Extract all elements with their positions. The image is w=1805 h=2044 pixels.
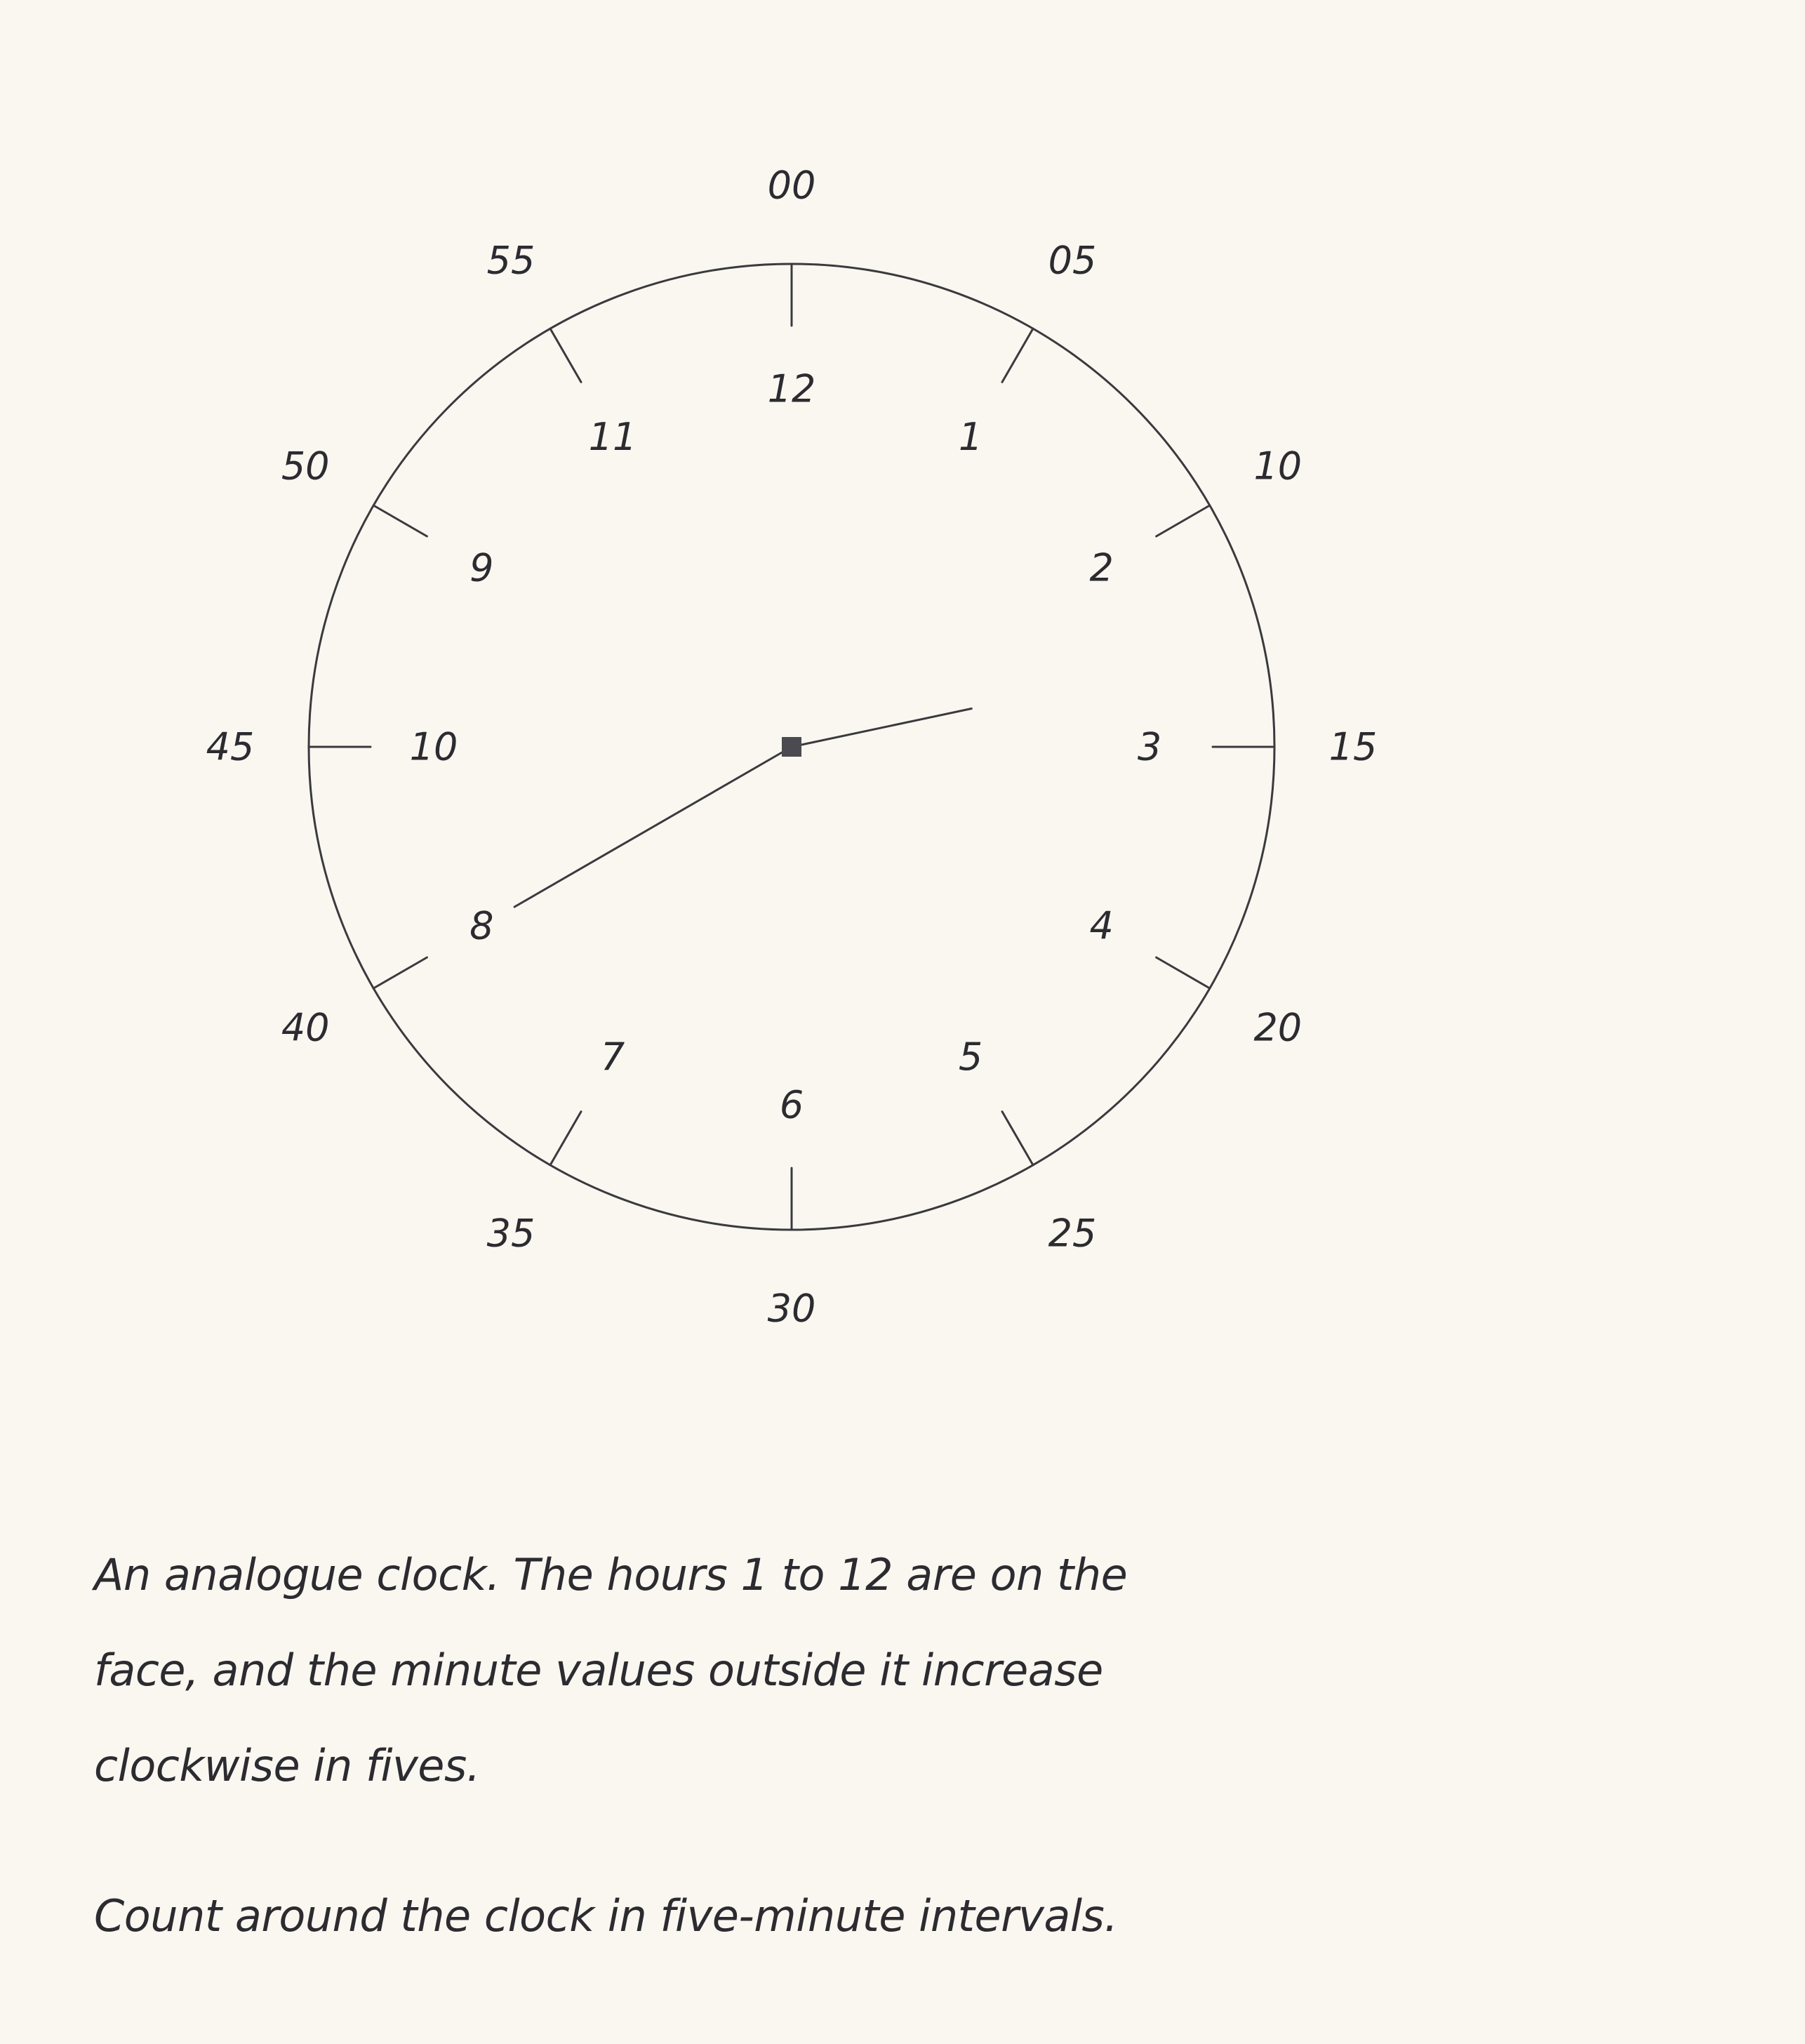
instruction-text: Count around the clock in five-minute intervals. xyxy=(94,1890,1118,1942)
minute-label: 40 xyxy=(281,1005,330,1050)
minute-hand xyxy=(514,747,792,907)
hour-label: 4 xyxy=(1089,903,1114,948)
hour-tick xyxy=(1157,505,1210,536)
hour-tick xyxy=(550,328,581,382)
hour-label: 12 xyxy=(767,366,816,411)
minute-label: 35 xyxy=(486,1211,535,1256)
minute-label: 15 xyxy=(1328,724,1378,769)
minute-label: 45 xyxy=(206,724,255,769)
minute-label: 10 xyxy=(1253,444,1303,489)
minute-label: 30 xyxy=(767,1286,816,1331)
hour-tick xyxy=(1157,957,1210,988)
hour-label: 7 xyxy=(600,1035,625,1080)
hour-tick xyxy=(1002,1112,1033,1165)
minute-label: 55 xyxy=(486,238,535,283)
clock-center-pivot xyxy=(782,737,801,757)
minute-label: 05 xyxy=(1048,238,1097,283)
clock-description: An analogue clock. The hours 1 to 12 are on the face, and the minute values outside it increase clockwise in fives. xyxy=(94,1549,1128,1791)
hour-label: 8 xyxy=(469,903,494,948)
hour-label: 2 xyxy=(1089,545,1114,590)
hour-label: 9 xyxy=(469,545,494,590)
minute-label: 25 xyxy=(1048,1211,1097,1256)
hour-tick xyxy=(373,957,427,988)
hour-tick xyxy=(1002,328,1033,382)
hour-label: 10 xyxy=(409,724,458,769)
minute-label: 00 xyxy=(767,163,816,208)
hour-tick xyxy=(373,505,427,536)
hour-label: 1 xyxy=(958,414,983,459)
hour-hand xyxy=(792,709,971,747)
hour-label: 3 xyxy=(1137,724,1162,769)
minute-label: 20 xyxy=(1253,1005,1303,1050)
hour-label: 6 xyxy=(779,1082,804,1127)
minute-label: 50 xyxy=(281,444,330,489)
hour-tick xyxy=(550,1112,581,1165)
hour-label: 5 xyxy=(958,1035,983,1080)
hour-label: 11 xyxy=(588,414,637,459)
